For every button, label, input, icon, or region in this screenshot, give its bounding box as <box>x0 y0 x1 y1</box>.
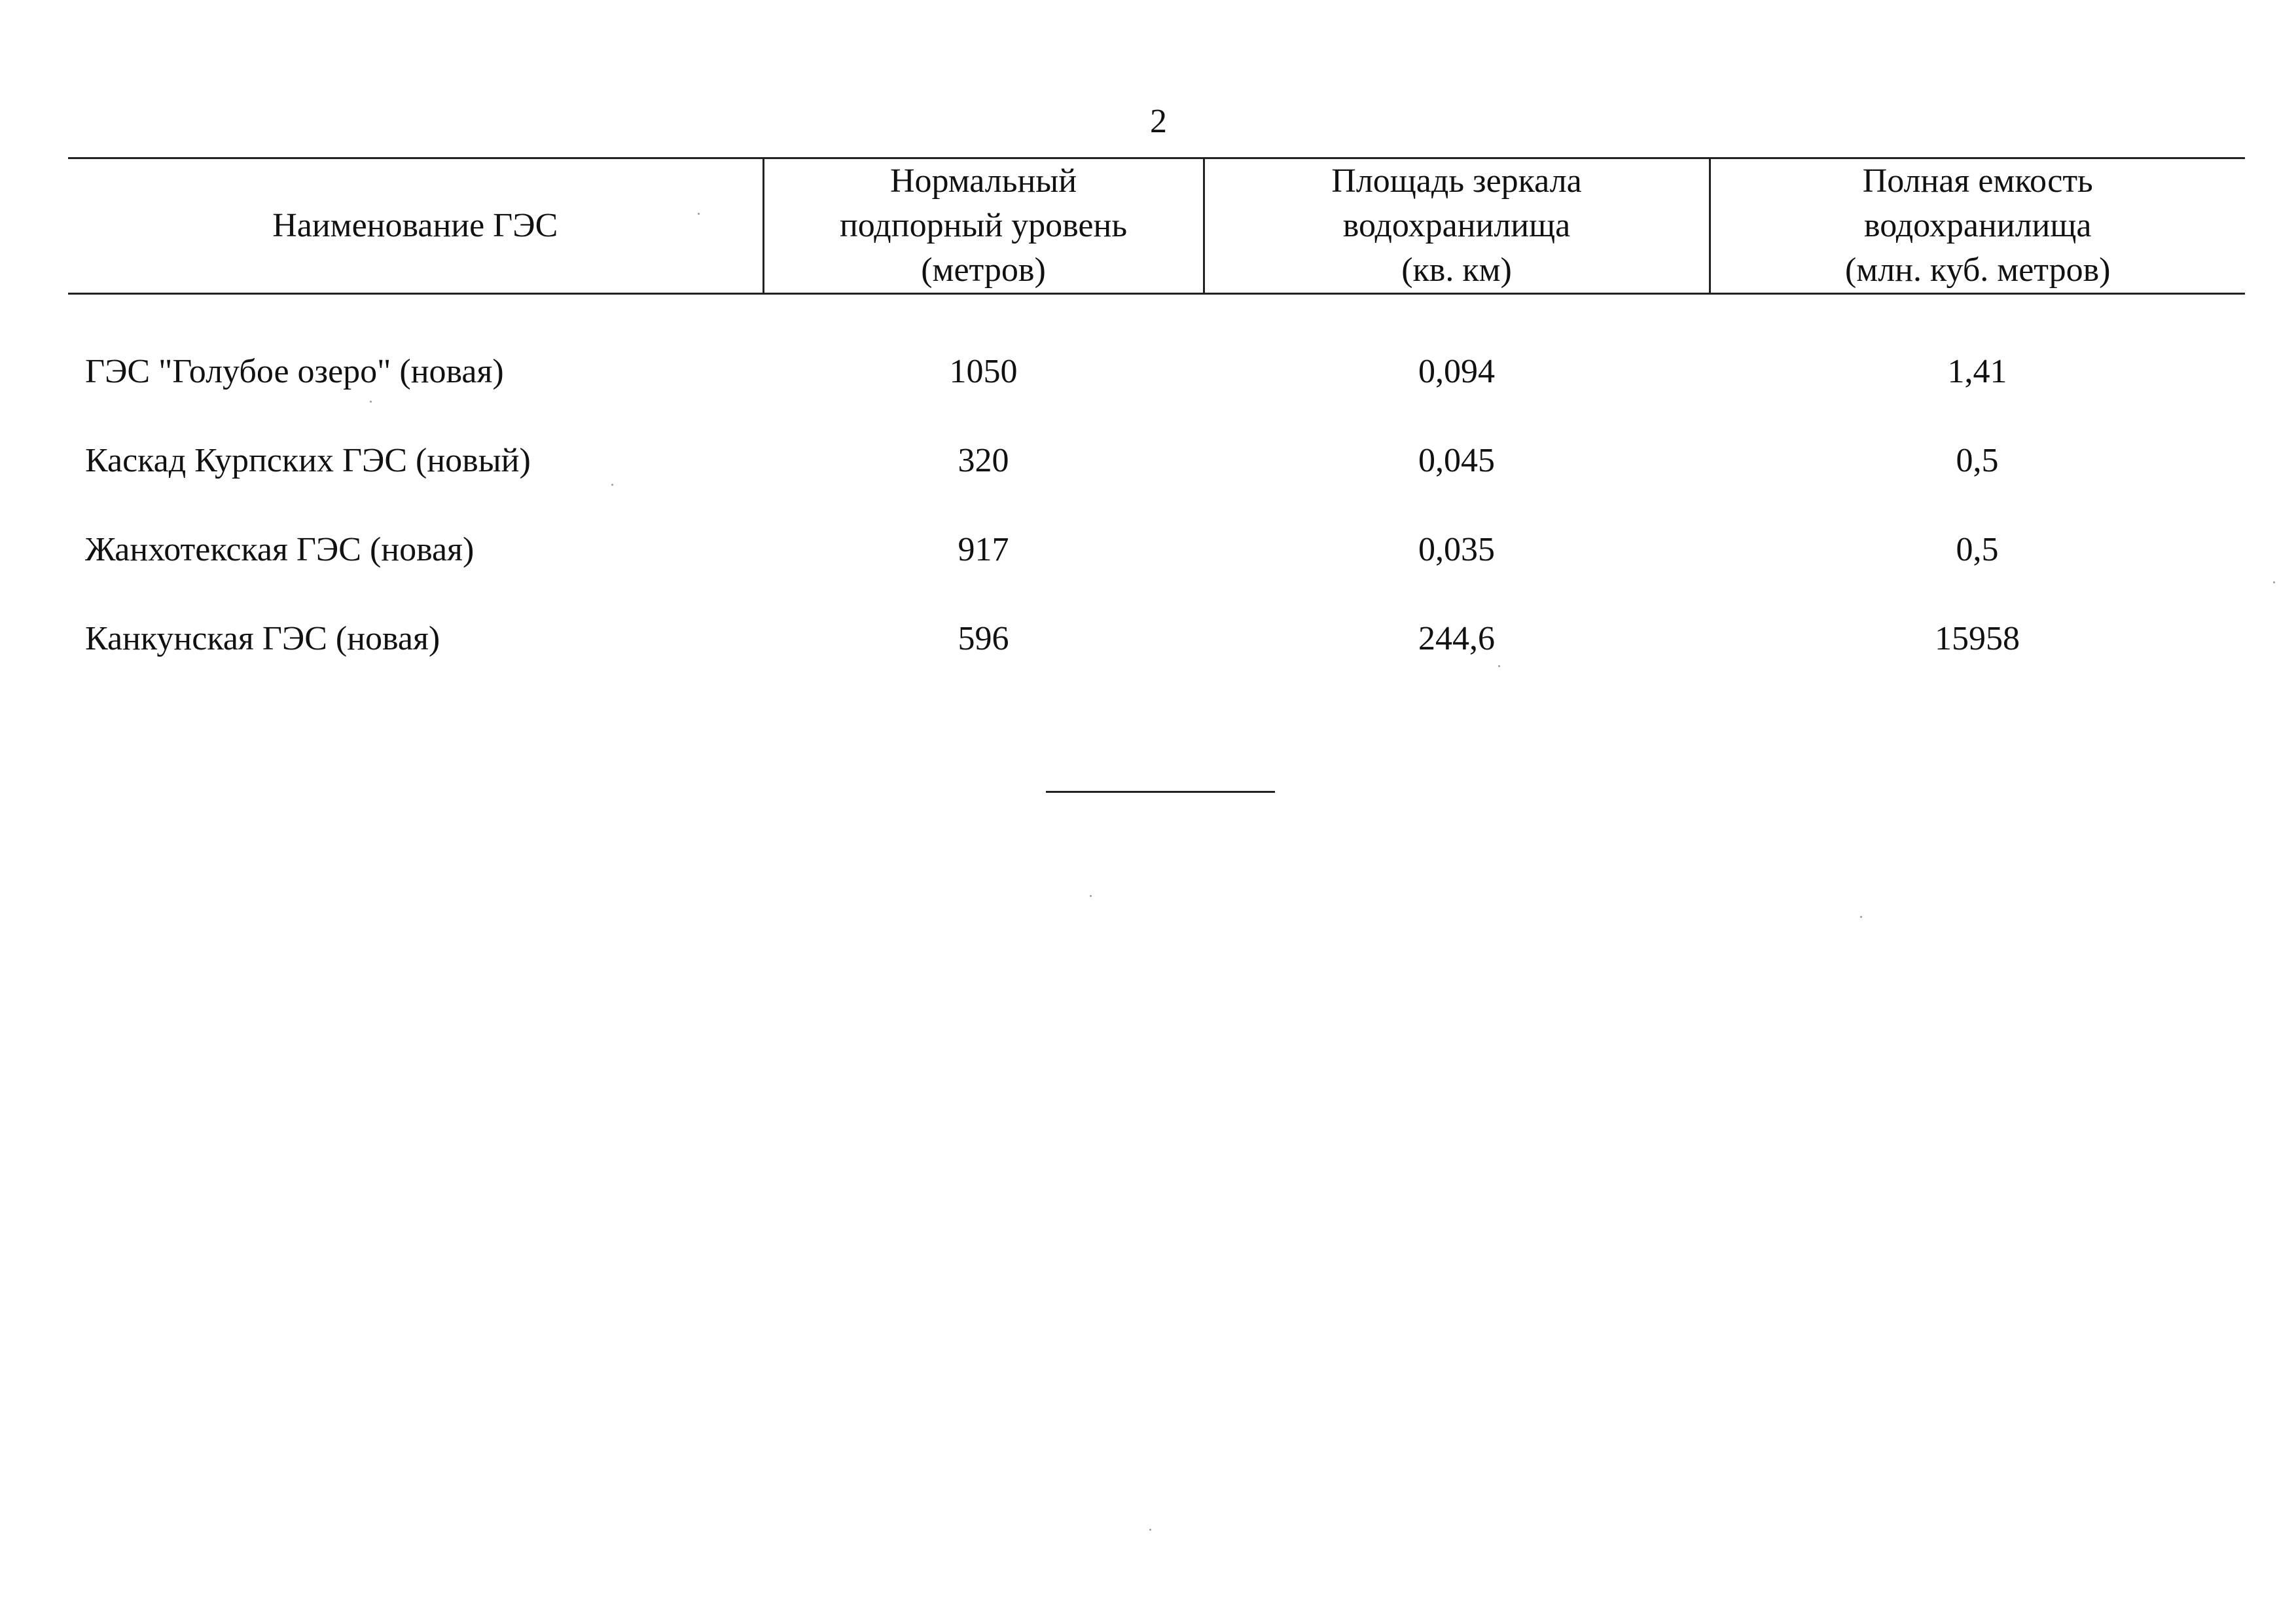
scan-speck <box>370 401 372 403</box>
station-name-cell: Каскад Курпских ГЭС (новый) <box>85 442 531 480</box>
normal-level-cell: 596 <box>958 620 1009 658</box>
scan-speck <box>611 484 613 486</box>
header-line: Наименование ГЭС <box>272 207 558 244</box>
table-row <box>68 594 2245 684</box>
scan-speck <box>1860 916 1862 918</box>
full-capacity-cell: 15958 <box>1935 620 2020 658</box>
station-name-cell: Канкунская ГЭС (новая) <box>85 620 440 658</box>
header-line: Полная емкость <box>1862 162 2093 200</box>
header-row <box>68 158 2245 294</box>
scan-speck <box>1149 1529 1151 1531</box>
table-body <box>68 294 2245 684</box>
station-name-cell: ГЭС "Голубое озеро" (новая) <box>85 353 504 391</box>
full-capacity-cell: 0,5 <box>1956 442 1999 480</box>
header-surface-area <box>1204 158 1710 294</box>
end-of-table-rule <box>1046 791 1275 793</box>
table-row <box>68 416 2245 505</box>
header-full-capacity <box>1710 158 2245 294</box>
hydro-stations-table <box>68 157 2245 684</box>
scan-speck <box>698 213 700 215</box>
normal-level-cell: 1050 <box>949 353 1018 391</box>
surface-area-cell: 0,045 <box>1418 442 1495 480</box>
table-row <box>68 505 2245 594</box>
table-row <box>68 294 2245 417</box>
normal-level-cell: 320 <box>958 442 1009 480</box>
header-line: (млн. куб. метров) <box>1844 251 2111 289</box>
surface-area-cell: 244,6 <box>1418 620 1495 658</box>
header-line: водохранилища <box>1864 207 2092 244</box>
full-capacity-cell: 0,5 <box>1956 531 1999 569</box>
surface-area-cell: 0,094 <box>1418 353 1495 391</box>
station-name-cell: Жанхотекская ГЭС (новая) <box>85 531 475 569</box>
full-capacity-cell: 1,41 <box>1947 353 2007 391</box>
scan-speck <box>1498 665 1500 667</box>
header-line: (кв. км) <box>1401 251 1512 289</box>
header-line: (метров) <box>921 251 1046 289</box>
scan-speck <box>1090 895 1092 897</box>
scan-speck <box>2273 581 2275 583</box>
header-line: Площадь зеркала <box>1331 162 1582 200</box>
header-line: водохранилища <box>1342 207 1571 244</box>
table-header <box>68 158 2245 294</box>
header-line: Нормальный <box>889 162 1077 200</box>
header-normal-level <box>763 158 1204 294</box>
normal-level-cell: 917 <box>958 531 1009 569</box>
surface-area-cell: 0,035 <box>1418 531 1495 569</box>
page-number: 2 <box>1150 103 1167 140</box>
header-station-name <box>68 158 763 294</box>
header-line: подпорный уровень <box>839 207 1128 244</box>
hydro-stations-table-wrapper <box>68 157 2245 684</box>
